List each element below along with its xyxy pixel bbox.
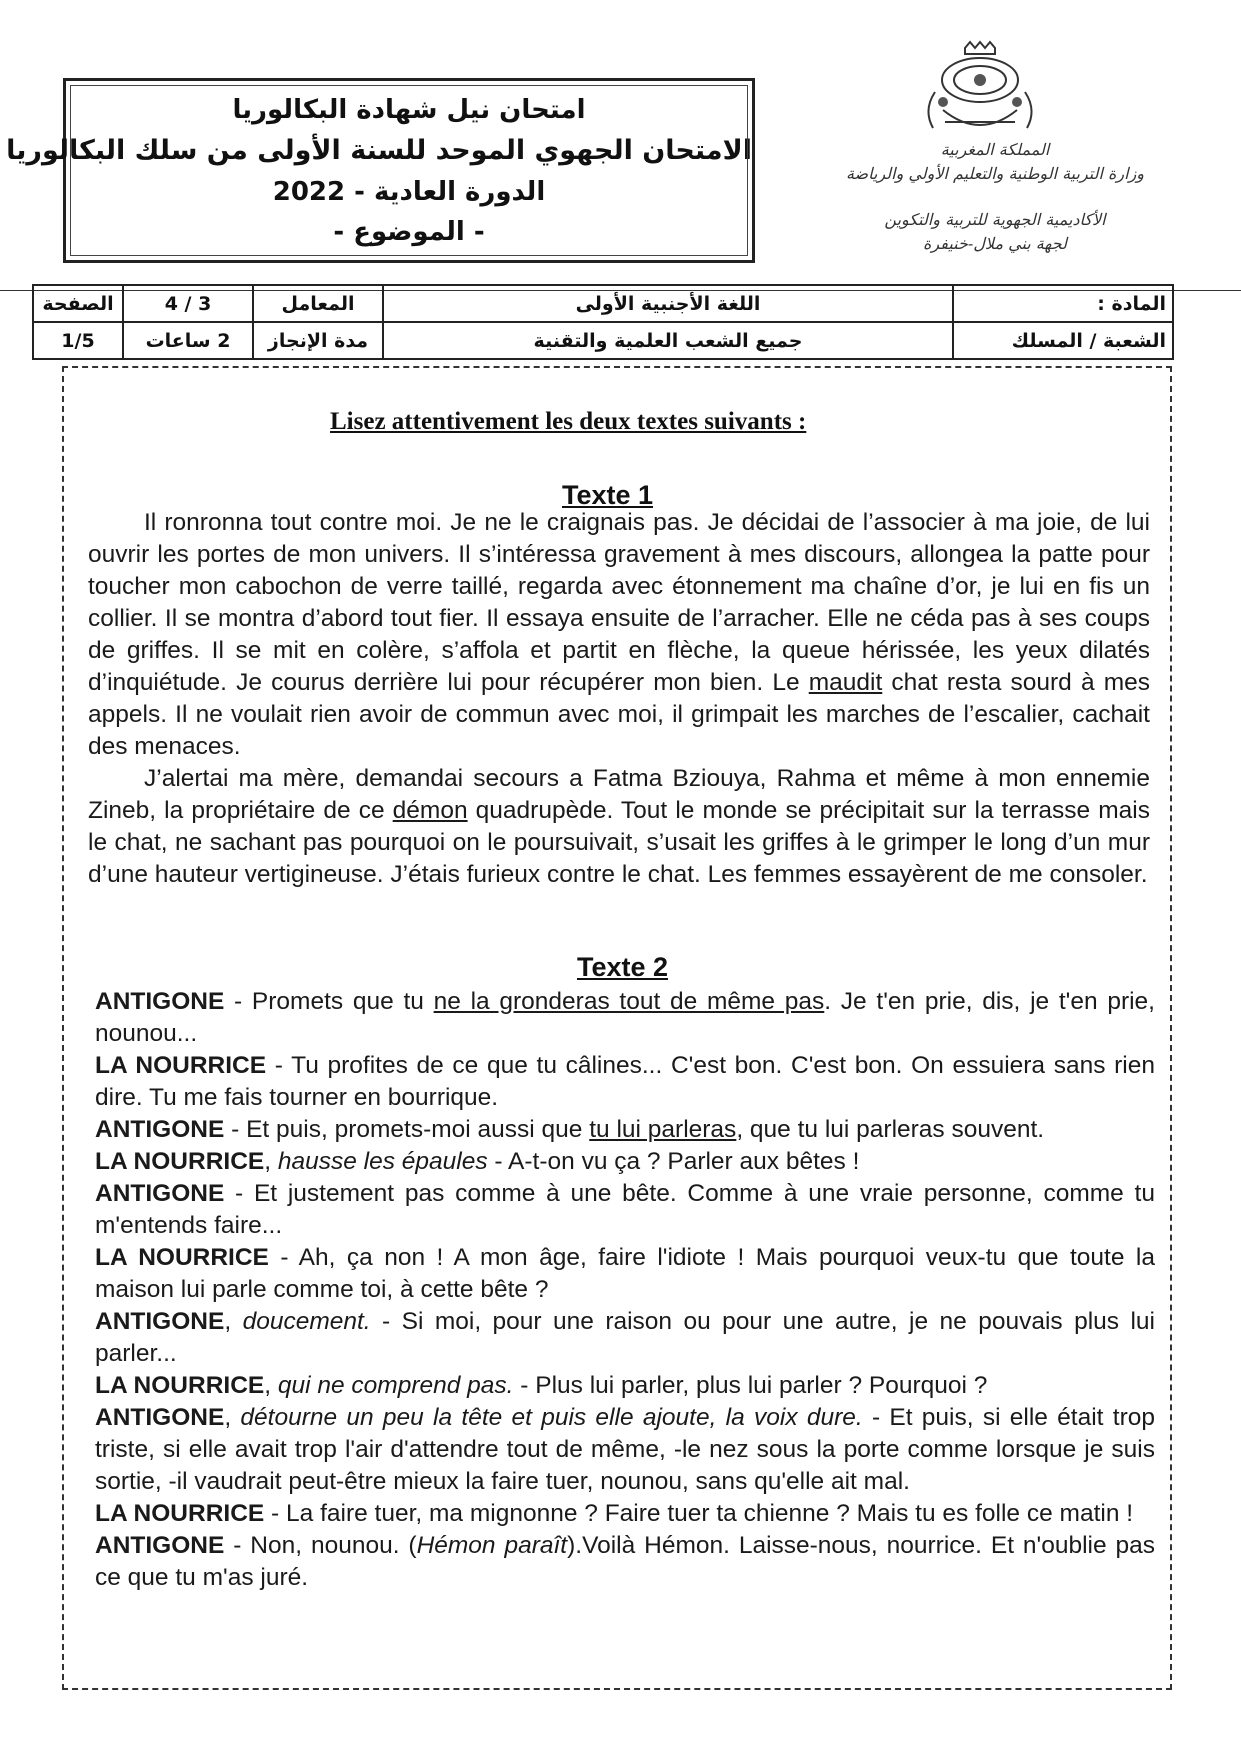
dialogue-line: ANTIGONE - Promets que tu ne la gronderas tout de même pas. Je t'en prie, dis, je t'en prie, nounou... — [95, 988, 1155, 1047]
dialogue-line: LA NOURRICE - Ah, ça non ! A mon âge, faire l'idiote ! Mais pourquoi veux-tu que toute la maison lui parle comme toi, à cette bête ? — [95, 1244, 1155, 1303]
page-label: الصفحة — [33, 285, 123, 322]
exam-title-box — [6, 78, 755, 263]
dialogue-line: ANTIGONE, doucement. - Si moi, pour une raison ou pour une autre, je ne pouvais plus lui parler... — [95, 1308, 1155, 1367]
texte1-paragraph-1: Il ronronna tout contre moi. Je ne le craignais pas. Je décidai de l’associer à ma joie, de lui ouvrir les portes de mon univers. Il s’intéressa gravement à mes discours, allongea la patte pour toucher mon cabochon de verre taillé, regarda avec étonnement ma chaîne d’or, je lui en fis un collier. Il se montra d’abord tout fier. Il essaya ensuite de l’arracher. Elle ne céda pas à ses coups de griffes. Il se mit en colère, s’affola et partit en flèche, la queue hérissée, les yeux dilatés d’inquiétude. Je courus derrière lui pour récupérer mon bien. Le maudit chat resta sourd à mes appels. Il ne voulait rien avoir de commun avec moi, il grimpait les marches de l’escalier, cachait des menaces. — [88, 509, 1151, 760]
exam-title: امتحان نيل شهادة البكالوريا — [232, 95, 586, 125]
texte1-paragraph-2: J’alertai ma mère, demandai secours a Fatma Bziouya, Rahma et même à mon ennemie Zineb, la propriétaire de ce démon quadrupède. Tout le monde se précipitait sur la terrasse mais le chat, ne sachant pas pourquoi on le poursuivait, s’usait les griffes à le grimper le long d’un mur d’une hauteur vertigineuse. J’étais furieux contre le chat. Les femmes essayèrent de me consoler. — [88, 765, 1151, 888]
dialogue-line: LA NOURRICE - La faire tuer, ma mignonne ? Faire tuer ta chienne ? Mais tu es folle ce matin ! — [95, 1500, 1134, 1527]
academy-name: الأكاديمية الجهوية للتربية والتكوين — [884, 210, 1106, 229]
dialogue — [95, 986, 1155, 1594]
dialogue-line: ANTIGONE - Et justement pas comme à une bête. Comme à une vraie personne, comme tu m'entends faire... — [95, 1180, 1155, 1239]
word-maudit: maudit — [808, 669, 883, 696]
exam-session: الدورة العادية - 2022 — [272, 177, 546, 207]
duration-label: مدة الإنجاز — [253, 322, 383, 359]
subject-label: المادة : — [953, 285, 1173, 322]
texte2-title: Texte 2 — [577, 952, 669, 982]
texte1-title: Texte 1 — [562, 480, 654, 510]
region-name: لجهة بني ملال-خنيفرة — [923, 234, 1067, 253]
dialogue-line: ANTIGONE, détourne un peu la tête et puis elle ajoute, la voix dure. - Et puis, si elle était trop triste, si elle avait trop l'air d'attendre tout de même, -le nez sous la porte comme lorsque je suis sortie, -il vaudrait peut-être mieux la faire tuer, nounou, sans qu'elle ait mal. — [95, 1404, 1155, 1495]
page-value: 1/5 — [33, 322, 123, 359]
coef-value: 4 / 3 — [123, 285, 253, 322]
kingdom-emblem-icon — [915, 40, 1045, 140]
kingdom-name: المملكة المغربية — [940, 140, 1050, 159]
ministry-name: وزارة التربية الوطنية والتعليم الأولي والرياضة — [845, 164, 1145, 183]
branch-value: جميع الشعب العلمية والتقنية — [383, 322, 953, 359]
dialogue-line: LA NOURRICE, qui ne comprend pas. - Plus lui parler, plus lui parler ? Pourquoi ? — [95, 1372, 988, 1399]
coef-label: المعامل — [253, 285, 383, 322]
branch-label: الشعبة / المسلك — [953, 322, 1173, 359]
dialogue-line: ANTIGONE - Non, nounou. (Hémon paraît).Voilà Hémon. Laisse-nous, nourrice. Et n'oublie pas ce que tu m'as juré. — [95, 1532, 1156, 1591]
exam-info-table — [32, 284, 1174, 360]
subject-heading: - الموضوع - — [333, 217, 485, 247]
instructions: Lisez attentivement les deux textes suivants : — [330, 408, 807, 435]
dialogue-line: ANTIGONE - Et puis, promets-moi aussi que tu lui parleras, que tu lui parleras souvent. — [95, 1116, 1045, 1143]
ministry-block — [810, 138, 1180, 256]
dialogue-line: LA NOURRICE, hausse les épaules - A-t-on vu ça ? Parler aux bêtes ! — [95, 1148, 860, 1175]
word-demon: démon — [392, 797, 468, 824]
duration-value: 2 ساعات — [123, 322, 253, 359]
dialogue-line: LA NOURRICE - Tu profites de ce que tu câlines... C'est bon. C'est bon. On essuiera sans rien dire. Tu me fais tourner en bourrique. — [95, 1052, 1155, 1111]
exam-subtitle: الامتحان الجهوي الموحد للسنة الأولى من سلك البكالوريا — [6, 135, 752, 166]
subject-value: اللغة الأجنبية الأولى — [383, 285, 953, 322]
